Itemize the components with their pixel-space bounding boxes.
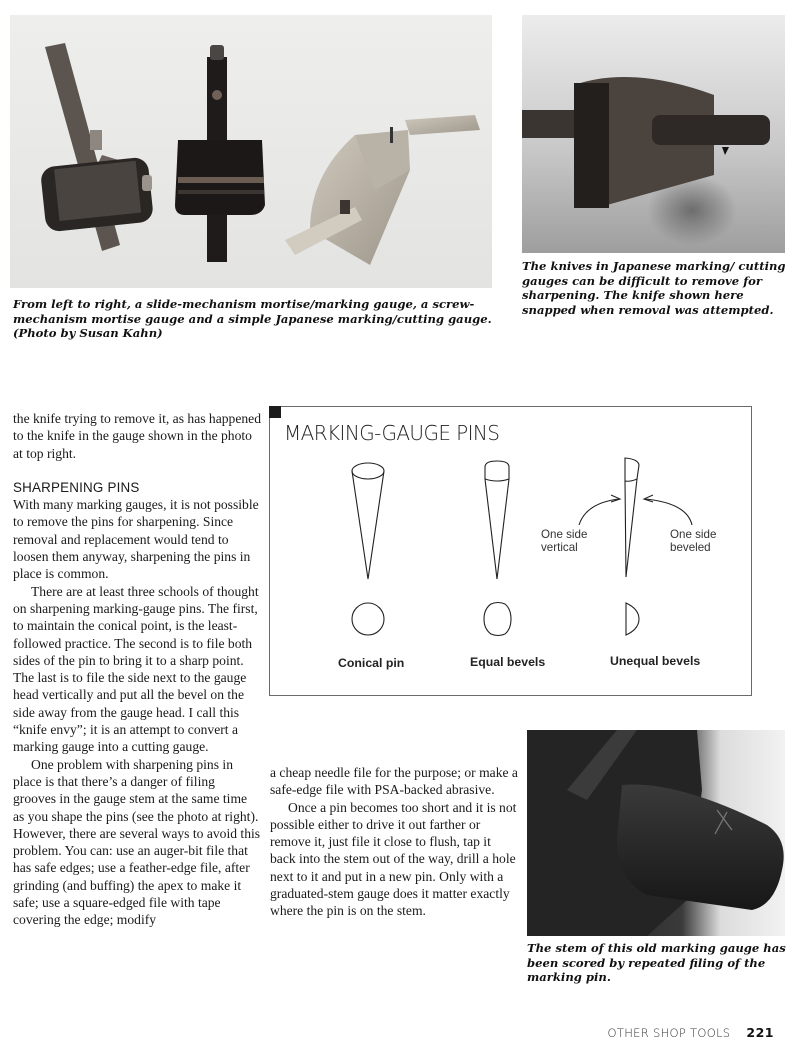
snapped-knife-photo-icon: [522, 15, 785, 253]
paragraph-intro: the knife trying to remove it, as has happened to the knife in the gauge shown in the photo at top right.: [13, 411, 262, 461]
text-column-middle: [270, 764, 518, 920]
text-column-left: [13, 410, 261, 929]
photo-caption-knife: The knives in Japanese marking/ cutting gauges can be difficult to remove for sharpening. The knife shown here snapped when removal was attempted.: [522, 259, 786, 317]
photo-caption-gauges: From left to right, a slide-mechanism mortise/marking gauge, a screw-mechanism mortise gauge and a simple Japanese marking/cutting gauge. (Photo by Susan Kahn): [13, 297, 492, 341]
paragraph: One problem with sharpening pins in place is that there’s a danger of filing grooves in the gauge stem at the same time as you shape the pins (see the photo at right). However, there are several ways to avoid this problem. You can: use an auger-bit file that has safe edges; use a feather-edge file, after grinding (and buffing) the apex to make it safe; use a square-edged file with tape covering the edge; modify: [13, 756, 261, 928]
scored-stem-photo-icon: [527, 730, 785, 936]
callout-text: One side vertical: [541, 528, 588, 554]
photo-snapped-knife: [522, 15, 785, 253]
paragraph: There are at least three schools of thought on sharpening marking-gauge pins. The first, to maintain the conical point, is the least-followed practice. The second is to file both sides of the pin to bring it to a sharp point. The last is to file the side next to the gauge head vertically and put all the bevel on the side away from the gauge head. I call this “knife envy”; it is an attempt to convert a marking gauge into a cutting gauge.: [13, 583, 259, 755]
callout-one-side-vertical: [541, 528, 587, 554]
marking-gauges-photo-icon: [10, 15, 492, 288]
paragraph: Once a pin becomes too short and it is not possible either to drive it out farther or remove it, just file it close to flush, tap it back into the stem out of the way, drill a hole next to it and put in a new pin. Only with a graduated-stem gauge does it matter exactly where the pin is on the stem.: [270, 799, 517, 919]
label-unequal-bevels: Unequal bevels: [610, 654, 701, 668]
section-subhead: SHARPENING PINS: [13, 479, 140, 495]
label-conical-pin: Conical pin: [338, 656, 405, 670]
running-footer-section: OTHER SHOP TOOLS: [607, 1026, 731, 1040]
paragraph: a cheap needle file for the purpose; or make a safe-edge file with PSA-backed abrasive.: [270, 765, 518, 798]
diagram-title: MARKING-GAUGE PINS: [284, 421, 500, 445]
callout-arrow-left-icon: [579, 495, 620, 525]
callout-text: One side beveled: [670, 528, 717, 554]
paragraph: With many marking gauges, it is not possible to remove the pins for sharpening. Since removal and replacement would tend to loosen them anyway, sharpening the pins in place is common.: [13, 497, 259, 582]
double-flat-section-icon: [484, 603, 511, 636]
half-round-section-icon: [626, 603, 639, 635]
conical-pin-icon: [352, 463, 384, 579]
circle-section-icon: [352, 603, 384, 635]
page-footer: [608, 1024, 774, 1042]
callout-one-side-beveled: [670, 528, 716, 554]
photo-scored-stem: [527, 730, 785, 936]
marking-gauge-pins-diagram: [269, 406, 752, 696]
page-number: 221: [746, 1025, 774, 1040]
photo-caption-stem: The stem of this old marking gauge has been scored by repeated filing of the marking pin.: [527, 941, 786, 985]
callout-arrow-right-icon: [644, 495, 692, 525]
equal-bevel-pin-icon: [485, 461, 509, 579]
unequal-bevel-pin-icon: [625, 458, 639, 577]
label-equal-bevels: Equal bevels: [470, 655, 546, 669]
photo-marking-gauges: [10, 15, 492, 288]
